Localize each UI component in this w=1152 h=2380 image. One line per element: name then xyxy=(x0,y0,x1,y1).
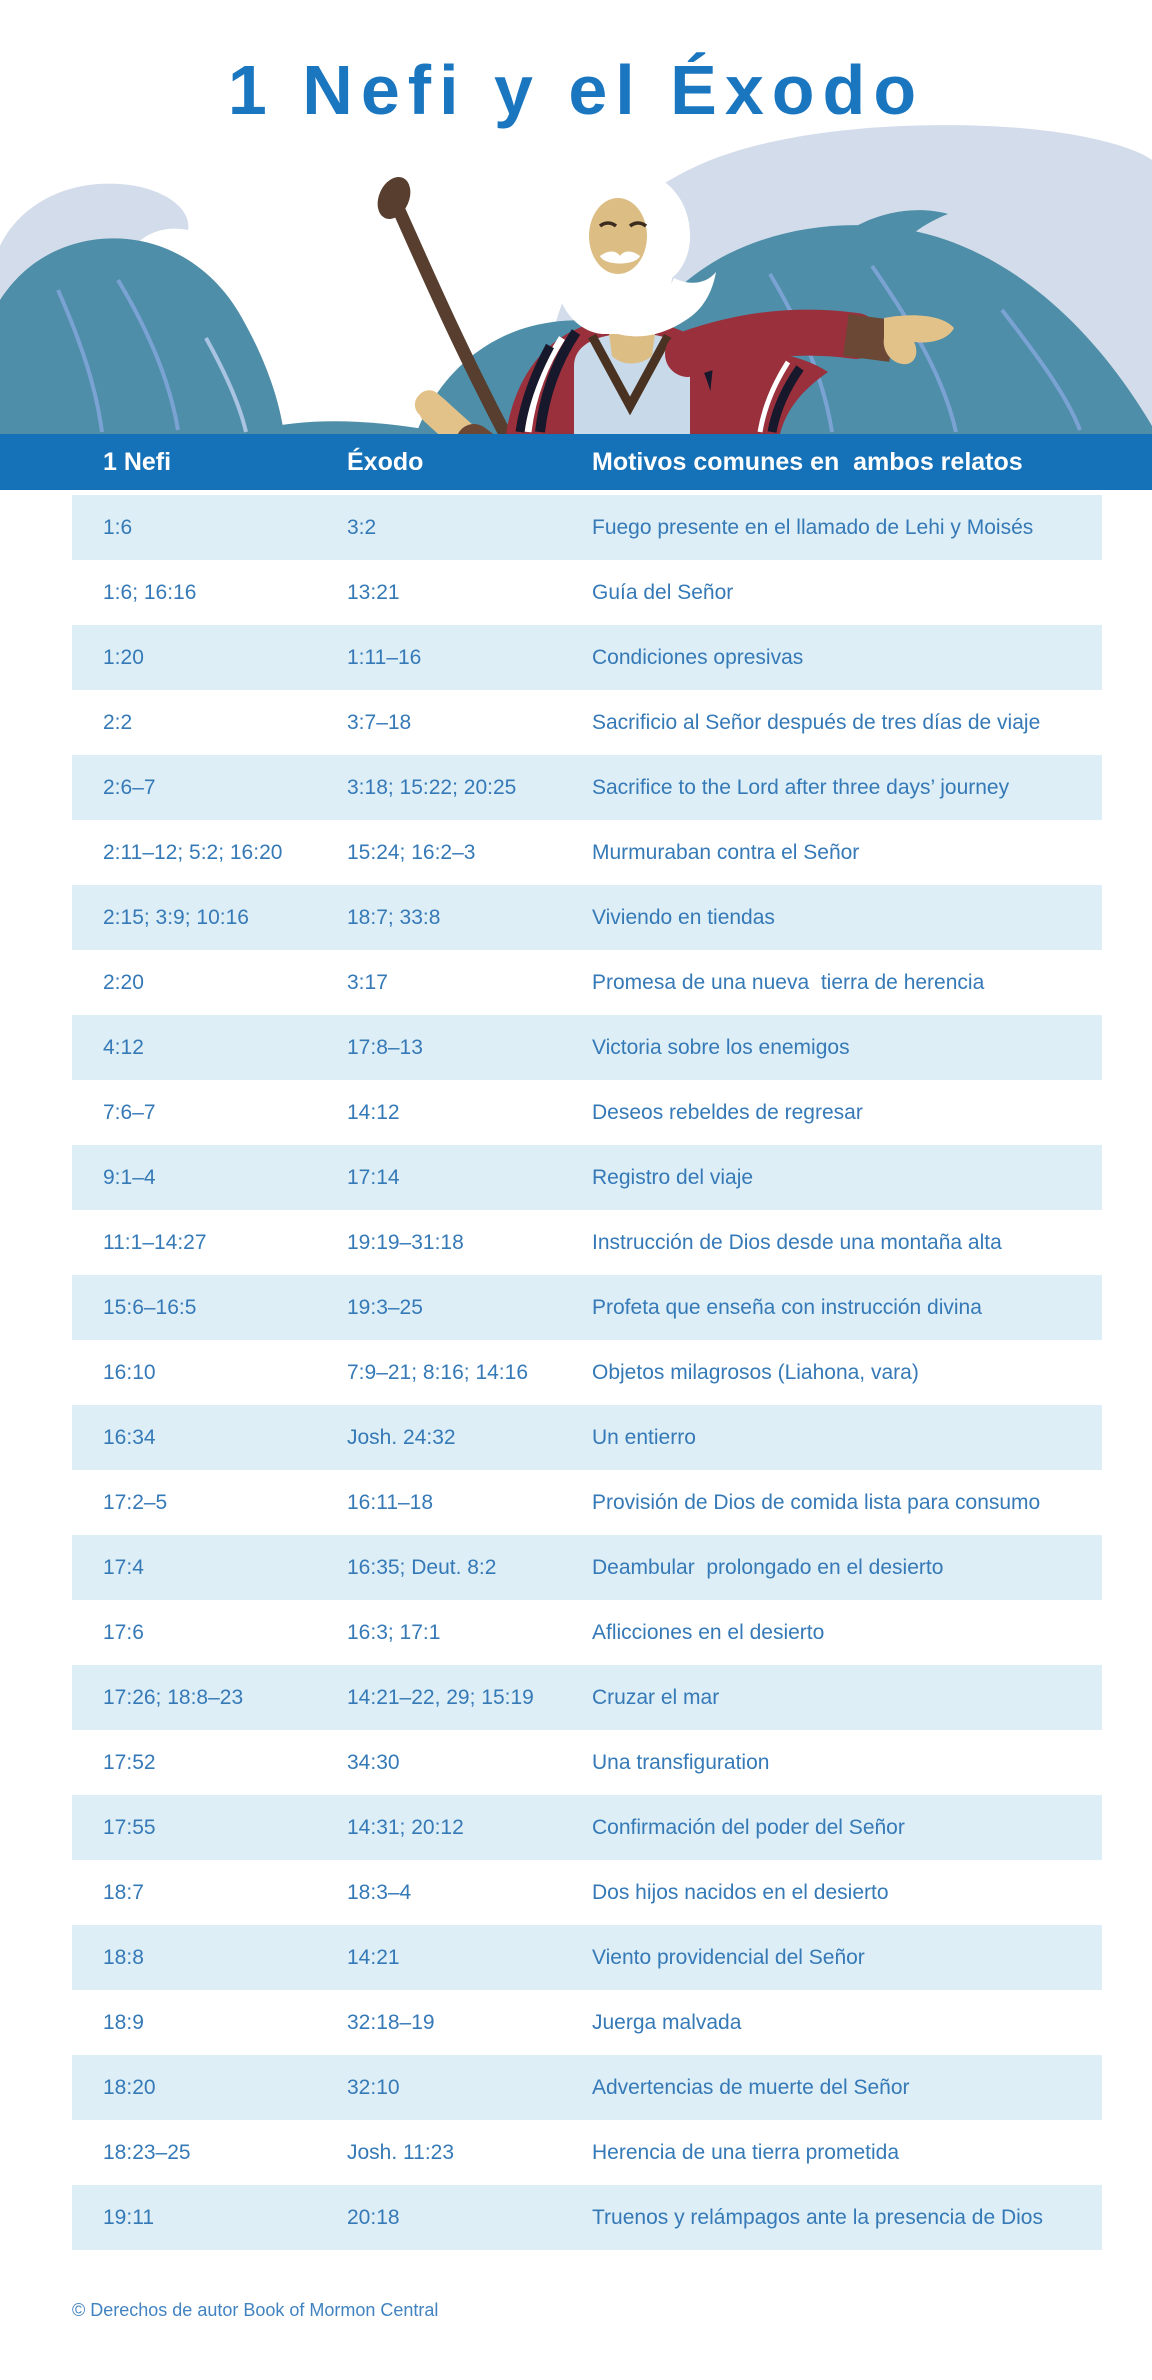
cell-motivo: Fuego presente en el llamado de Lehi y Moisés xyxy=(592,515,1034,539)
cell-motivo: Sacrificio al Señor después de tres días de viaje xyxy=(592,710,1041,734)
cell-nefi: 17:26; 18:8–23 xyxy=(103,1685,244,1709)
cell-nefi: 1:20 xyxy=(103,645,144,669)
cell-exodo: 7:9–21; 8:16; 14:16 xyxy=(347,1360,528,1384)
cell-exodo: 19:19–31:18 xyxy=(347,1230,464,1254)
table-row xyxy=(72,1080,1102,1145)
table-header xyxy=(0,434,1152,490)
copyright-notice: © Derechos de autor Book of Mormon Central xyxy=(72,2300,439,2320)
table-row xyxy=(72,1470,1102,1535)
cell-motivo: Una transfiguration xyxy=(592,1750,770,1774)
cell-nefi: 11:1–14:27 xyxy=(103,1230,207,1254)
table-row xyxy=(72,1665,1102,1730)
cell-exodo: 18:7; 33:8 xyxy=(347,905,441,929)
cell-exodo: 14:31; 20:12 xyxy=(347,1815,464,1839)
cell-nefi: 2:20 xyxy=(103,970,144,994)
cell-nefi: 2:15; 3:9; 10:16 xyxy=(103,905,249,929)
cell-motivo: Victoria sobre los enemigos xyxy=(592,1035,850,1059)
table-row xyxy=(72,2185,1102,2250)
cell-exodo: 20:18 xyxy=(347,2205,400,2229)
cell-exodo: 17:14 xyxy=(347,1165,400,1189)
cell-exodo: 14:12 xyxy=(347,1100,400,1124)
cell-exodo: 3:7–18 xyxy=(347,710,412,734)
cell-nefi: 2:6–7 xyxy=(103,775,156,799)
cell-nefi: 1:6; 16:16 xyxy=(103,580,197,604)
cell-exodo: 14:21–22, 29; 15:19 xyxy=(347,1685,534,1709)
table-row xyxy=(72,560,1102,625)
wave-left xyxy=(0,184,452,434)
cell-exodo: Josh. 11:23 xyxy=(347,2140,455,2164)
table-row xyxy=(72,1860,1102,1925)
cell-nefi: 16:34 xyxy=(103,1425,156,1449)
cell-nefi: 4:12 xyxy=(103,1035,144,1059)
cell-motivo: Objetos milagrosos (Liahona, vara) xyxy=(592,1360,919,1384)
cell-motivo: Deambular prolongado en el desierto xyxy=(592,1555,944,1579)
cell-motivo: Truenos y relámpagos ante la presencia de Dios xyxy=(592,2205,1043,2229)
table-row xyxy=(72,1145,1102,1210)
table-row xyxy=(72,1210,1102,1275)
table-row xyxy=(72,1990,1102,2055)
cell-exodo: 13:21 xyxy=(347,580,400,604)
table-row xyxy=(72,690,1102,755)
table-row xyxy=(72,2120,1102,2185)
cell-nefi: 18:7 xyxy=(103,1880,144,1904)
cell-motivo: Herencia de una tierra prometida xyxy=(592,2140,900,2164)
cell-exodo: 32:18–19 xyxy=(347,2010,435,2034)
cell-exodo: 17:8–13 xyxy=(347,1035,423,1059)
cell-motivo: Un entierro xyxy=(592,1425,696,1449)
table-row xyxy=(72,820,1102,885)
cell-exodo: 15:24; 16:2–3 xyxy=(347,840,476,864)
cell-exodo: 19:3–25 xyxy=(347,1295,423,1319)
cell-exodo: 34:30 xyxy=(347,1750,400,1774)
table-row xyxy=(72,625,1102,690)
cell-exodo: 3:18; 15:22; 20:25 xyxy=(347,775,517,799)
cell-exodo: 14:21 xyxy=(347,1945,400,1969)
cell-nefi: 17:55 xyxy=(103,1815,156,1839)
table-row xyxy=(72,1340,1102,1405)
page-title: 1 Nefi y el Éxodo xyxy=(227,51,925,129)
cell-exodo: Josh. 24:32 xyxy=(347,1425,456,1449)
cell-motivo: Dos hijos nacidos en el desierto xyxy=(592,1880,889,1904)
table-row xyxy=(72,1015,1102,1080)
cell-nefi: 19:11 xyxy=(103,2205,154,2229)
cell-motivo: Profeta que enseña con instrucción divina xyxy=(592,1295,982,1319)
cell-motivo: Sacrifice to the Lord after three days’ journey xyxy=(592,775,1010,799)
cell-exodo: 16:35; Deut. 8:2 xyxy=(347,1555,497,1579)
table-body xyxy=(72,495,1102,2250)
cell-nefi: 16:10 xyxy=(103,1360,156,1384)
cell-exodo: 16:11–18 xyxy=(347,1490,434,1514)
table-row xyxy=(72,1925,1102,1990)
cell-motivo: Cruzar el mar xyxy=(592,1685,720,1709)
cell-nefi: 18:8 xyxy=(103,1945,144,1969)
cell-nefi: 18:20 xyxy=(103,2075,156,2099)
cell-motivo: Promesa de una nueva tierra de herencia xyxy=(592,970,985,994)
cell-nefi: 2:11–12; 5:2; 16:20 xyxy=(103,840,283,864)
staff-knob xyxy=(371,172,416,224)
cell-nefi: 17:2–5 xyxy=(103,1490,168,1514)
cell-motivo: Murmuraban contra el Señor xyxy=(592,840,860,864)
cell-nefi: 7:6–7 xyxy=(103,1100,156,1124)
cell-exodo: 18:3–4 xyxy=(347,1880,412,1904)
table-row xyxy=(72,2055,1102,2120)
table-row xyxy=(72,1535,1102,1600)
table-row xyxy=(72,1405,1102,1470)
cell-exodo: 3:2 xyxy=(347,515,377,539)
moses-parting-sea-illustration xyxy=(0,114,1152,434)
cell-motivo: Advertencias de muerte del Señor xyxy=(592,2075,910,2099)
table-row xyxy=(72,495,1102,560)
cell-exodo: 3:17 xyxy=(347,970,388,994)
cell-nefi: 17:4 xyxy=(103,1555,144,1579)
cell-motivo: Guía del Señor xyxy=(592,580,734,604)
cell-nefi: 2:2 xyxy=(103,710,133,734)
cell-motivo: Deseos rebeldes de regresar xyxy=(592,1100,863,1124)
cell-motivo: Juerga malvada xyxy=(592,2010,742,2034)
cell-exodo: 16:3; 17:1 xyxy=(347,1620,441,1644)
cell-nefi: 18:23–25 xyxy=(103,2140,191,2164)
cell-motivo: Registro del viaje xyxy=(592,1165,754,1189)
cell-motivo: Condiciones opresivas xyxy=(592,645,804,669)
table-row xyxy=(72,1795,1102,1860)
cell-motivo: Viviendo en tiendas xyxy=(592,905,775,929)
cell-nefi: 18:9 xyxy=(103,2010,144,2034)
cell-nefi: 15:6–16:5 xyxy=(103,1295,197,1319)
cell-nefi: 9:1–4 xyxy=(103,1165,156,1189)
cell-motivo: Aflicciones en el desierto xyxy=(592,1620,825,1644)
cell-motivo: Provisión de Dios de comida lista para consumo xyxy=(592,1490,1041,1514)
cell-nefi: 17:52 xyxy=(103,1750,156,1774)
cell-nefi: 17:6 xyxy=(103,1620,144,1644)
cell-nefi: 1:6 xyxy=(103,515,133,539)
column-header-exodo: Éxodo xyxy=(347,447,424,476)
table-row xyxy=(72,1730,1102,1795)
cell-exodo: 1:11–16 xyxy=(347,645,422,669)
cell-motivo: Viento providencial del Señor xyxy=(592,1945,865,1969)
table-row xyxy=(72,950,1102,1015)
column-header-motivos: Motivos comunes en ambos relatos xyxy=(592,447,1023,476)
table-row xyxy=(72,755,1102,820)
table-row xyxy=(72,1275,1102,1340)
column-header-nefi: 1 Nefi xyxy=(103,447,172,476)
cell-motivo: Instrucción de Dios desde una montaña alta xyxy=(592,1230,1002,1254)
cell-exodo: 32:10 xyxy=(347,2075,400,2099)
table-row xyxy=(72,885,1102,950)
table-row xyxy=(72,1600,1102,1665)
cell-motivo: Confirmación del poder del Señor xyxy=(592,1815,905,1839)
